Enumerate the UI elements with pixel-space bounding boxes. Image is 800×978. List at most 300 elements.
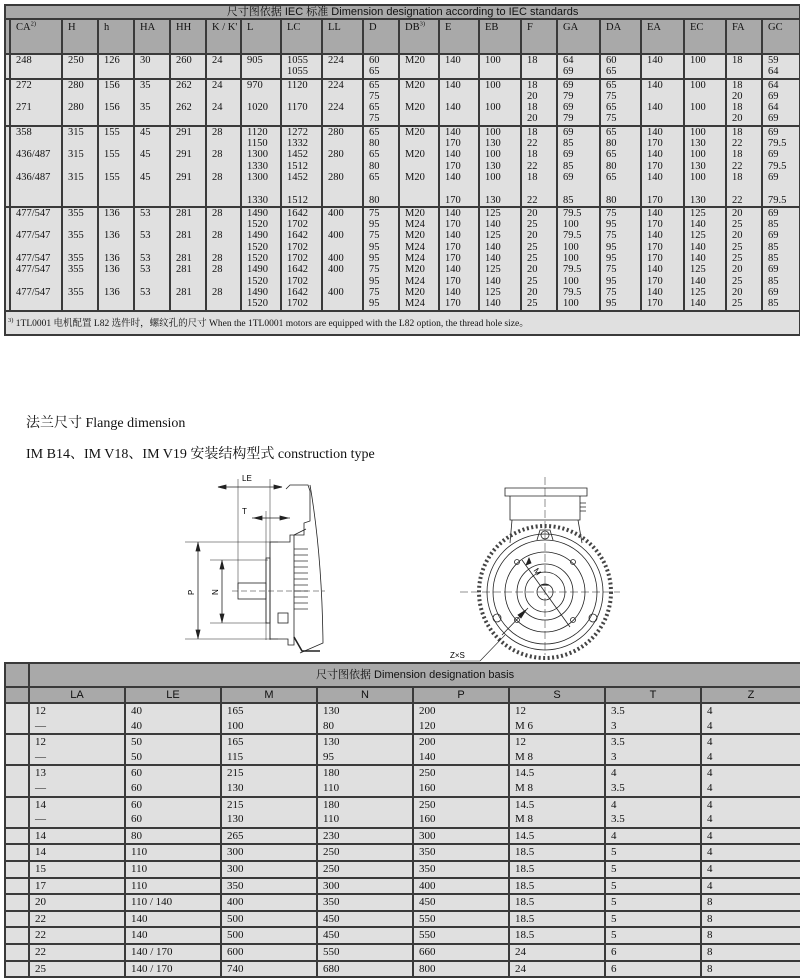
cell-value: 250 xyxy=(323,846,340,859)
table-cell xyxy=(413,927,509,944)
table-cell xyxy=(317,844,413,861)
table-cell xyxy=(29,703,125,734)
table-cell xyxy=(281,79,322,126)
table-cell xyxy=(29,828,125,845)
cell-value: 155 xyxy=(104,149,120,161)
cell-value: 22 xyxy=(527,194,538,206)
cell-value: 1702 xyxy=(287,275,308,287)
cell-value: 18.5 xyxy=(515,912,535,925)
cell-value: M20 xyxy=(405,171,425,183)
cell-value: M24 xyxy=(405,219,425,231)
table-cell xyxy=(125,878,221,895)
row-stub xyxy=(5,734,29,765)
column-label: EA xyxy=(647,22,661,33)
cell-value xyxy=(212,195,240,206)
cell-value: 80 xyxy=(369,138,380,150)
cell-value: 1702 xyxy=(287,298,308,310)
cell-value: 1702 xyxy=(287,241,308,253)
cell-value: 136 xyxy=(104,207,120,219)
label-zs: Z×S xyxy=(450,651,465,660)
cell-value: 60 xyxy=(131,767,142,780)
cell-value: 1272 xyxy=(287,126,308,138)
column-label: F xyxy=(527,22,533,33)
cell-value: 140 xyxy=(690,219,706,231)
table-cell xyxy=(29,797,125,828)
cell-value: 79.5 xyxy=(563,286,582,298)
cell-value: 100 xyxy=(485,171,501,183)
table-cell xyxy=(206,126,241,207)
cell-value: 170 xyxy=(647,253,663,265)
cell-value: 18 xyxy=(732,171,743,183)
cell-value: 79.5 xyxy=(563,230,582,242)
cell-value: 20 xyxy=(527,286,538,298)
cell-value: 125 xyxy=(485,230,501,242)
cell-value: 75 xyxy=(606,286,617,298)
section-heading-construction: IM B14、IM V18、IM V19 安装结构型式 construction type xyxy=(26,447,375,462)
cell-value: 25 xyxy=(732,253,743,265)
cell-value: 1120 xyxy=(287,79,308,91)
cell-value: 500 xyxy=(227,912,244,925)
table-cell xyxy=(605,765,701,796)
cell-value: 160 xyxy=(419,813,436,826)
cell-value: 3 xyxy=(611,719,617,732)
cell-value xyxy=(16,242,61,253)
cell-value: 100 xyxy=(485,102,501,114)
cell-value: 85 xyxy=(768,253,779,265)
cell-value: 300 xyxy=(323,879,340,892)
cell-value: 12 xyxy=(515,705,526,717)
cell-value: 65 xyxy=(606,149,617,161)
cell-value xyxy=(104,183,133,194)
cell-value: 355 xyxy=(68,253,84,265)
cell-value: 80 xyxy=(323,719,334,732)
table-cell xyxy=(726,54,762,79)
cell-value: 25 xyxy=(527,219,538,231)
table-cell xyxy=(29,734,125,765)
cell-value: 22 xyxy=(35,929,46,942)
cell-value: 80 xyxy=(369,194,380,206)
cell-value xyxy=(140,161,169,172)
table-cell xyxy=(413,765,509,796)
cell-value: 79.5 xyxy=(563,207,582,219)
table-cell xyxy=(322,79,363,126)
cell-value xyxy=(16,276,61,287)
cell-value xyxy=(485,91,520,102)
cell-value: 28 xyxy=(212,149,223,161)
cell-value xyxy=(212,113,240,124)
cell-value: 115 xyxy=(227,750,244,763)
cell-value: 95 xyxy=(323,750,334,763)
cell-value: 12 xyxy=(515,736,526,749)
table-cell xyxy=(641,126,684,207)
cell-value: 75 xyxy=(606,90,617,102)
cell-value xyxy=(212,161,240,172)
cell-value: 130 xyxy=(323,736,340,749)
cell-value: 18 xyxy=(527,126,538,138)
table-cell xyxy=(413,861,509,878)
cell-value: 156 xyxy=(104,79,120,91)
table-cell xyxy=(605,894,701,911)
column-header: M xyxy=(221,687,317,703)
cell-value: 1452 xyxy=(287,171,308,183)
row-stub xyxy=(5,765,29,796)
cell-value xyxy=(104,276,133,287)
cell-value xyxy=(212,138,240,149)
cell-value: 140 xyxy=(485,253,501,265)
cell-value: 79.5 xyxy=(768,194,787,206)
cell-value: 18 xyxy=(527,102,538,114)
cell-value: 65 xyxy=(369,171,380,183)
table-cell xyxy=(701,927,800,944)
table-cell xyxy=(221,703,317,734)
cell-value: 25 xyxy=(527,241,538,253)
column-header: S xyxy=(509,687,605,703)
column-header xyxy=(281,19,322,54)
cell-value xyxy=(176,195,205,206)
cell-value: 53 xyxy=(140,286,151,298)
cell-value: M 6 xyxy=(515,719,534,732)
cell-value xyxy=(647,183,683,194)
cell-value: 156 xyxy=(104,102,120,114)
cell-value: 180 xyxy=(323,767,340,780)
cell-value: 4 xyxy=(707,750,713,763)
table-cell xyxy=(701,734,800,765)
cell-value xyxy=(212,276,240,287)
column-footnote-mark: 2) xyxy=(30,20,37,28)
cell-value: 35 xyxy=(140,79,151,91)
cell-value: 85 xyxy=(563,194,574,206)
cell-value: 170 xyxy=(647,160,663,172)
cell-value: 125 xyxy=(690,286,706,298)
cell-value: 110 xyxy=(323,813,340,826)
cell-value: 24 xyxy=(212,102,223,114)
cell-value: 136 xyxy=(104,286,120,298)
cell-value xyxy=(563,183,599,194)
cell-value: 69 xyxy=(563,126,574,138)
cell-value: 95 xyxy=(606,253,617,265)
cell-value: 170 xyxy=(445,253,461,265)
cell-value: 170 xyxy=(647,275,663,287)
cell-value: 100 xyxy=(690,55,706,66)
cell-value: 22 xyxy=(732,138,743,150)
table-cell xyxy=(241,126,281,207)
table-cell xyxy=(479,126,521,207)
cell-value xyxy=(176,219,205,230)
cell-value: M20 xyxy=(405,149,425,161)
table-cell xyxy=(701,878,800,895)
cell-value: 281 xyxy=(176,286,192,298)
table-cell xyxy=(600,54,641,79)
row-stub xyxy=(5,878,29,895)
cell-value: 180 xyxy=(323,798,340,811)
cell-value: 80 xyxy=(606,194,617,206)
cell-value: 80 xyxy=(606,138,617,150)
cell-value: 170 xyxy=(445,241,461,253)
cell-value: 130 xyxy=(323,705,340,717)
table-cell xyxy=(605,797,701,828)
cell-value: 355 xyxy=(68,286,84,298)
cell-value: — xyxy=(35,719,46,732)
cell-value xyxy=(176,161,205,172)
cell-value: 95 xyxy=(369,275,380,287)
cell-value xyxy=(328,138,362,149)
table-cell xyxy=(281,126,322,207)
cell-value: 69 xyxy=(768,264,779,276)
table-cell xyxy=(399,207,439,311)
cell-value: 5 xyxy=(611,929,617,942)
cell-value xyxy=(104,219,133,230)
cell-value: 250 xyxy=(419,798,436,811)
cell-value xyxy=(140,298,169,309)
cell-value: 110 xyxy=(131,846,148,859)
cell-value: 215 xyxy=(227,798,244,811)
cell-value: 100 xyxy=(563,253,579,265)
table-cell xyxy=(317,828,413,845)
cell-value: 75 xyxy=(606,230,617,242)
cell-value xyxy=(328,183,362,194)
cell-value: 140 xyxy=(647,126,663,138)
cell-value xyxy=(690,183,725,194)
row-stub xyxy=(5,911,29,928)
cell-value xyxy=(16,298,61,309)
cell-value: 20 xyxy=(732,113,743,125)
cell-value xyxy=(104,138,133,149)
table-cell xyxy=(479,207,521,311)
cell-value xyxy=(445,113,478,124)
column-header xyxy=(641,19,684,54)
column-header xyxy=(363,19,399,54)
table-cell xyxy=(221,797,317,828)
cell-value xyxy=(405,91,438,102)
cell-value: 18.5 xyxy=(515,929,535,942)
cell-value: 25 xyxy=(732,241,743,253)
cell-value xyxy=(68,91,97,102)
table-cell xyxy=(701,861,800,878)
table-cell xyxy=(125,961,221,978)
cell-value: 25 xyxy=(527,298,538,310)
column-header xyxy=(206,19,241,54)
cell-value: 69 xyxy=(768,90,779,102)
table-cell xyxy=(317,861,413,878)
cell-value: 300 xyxy=(227,846,244,859)
cell-value: 110 / 140 xyxy=(131,896,173,909)
cell-value: 95 xyxy=(369,219,380,231)
table-cell xyxy=(241,207,281,311)
table-row-group xyxy=(5,207,800,311)
cell-value: 100 xyxy=(485,79,501,91)
cell-value: 12 xyxy=(35,705,46,717)
cell-value: 1642 xyxy=(287,230,308,242)
column-label: EB xyxy=(485,22,499,33)
cell-value: 130 xyxy=(690,160,706,172)
table-cell xyxy=(641,79,684,126)
cell-value: 140 xyxy=(445,149,461,161)
column-label: H xyxy=(68,22,76,33)
table-cell xyxy=(29,894,125,911)
cell-value: 265 xyxy=(227,829,244,842)
cell-value: 140 xyxy=(690,241,706,253)
cell-value: 100 xyxy=(485,55,501,66)
cell-value xyxy=(176,113,205,124)
cell-value: 165 xyxy=(227,705,244,717)
cell-value xyxy=(212,91,240,102)
table-cell xyxy=(317,961,413,978)
front-view-drawing xyxy=(430,465,630,665)
table-cell xyxy=(134,79,170,126)
column-header: LA xyxy=(29,687,125,703)
cell-value: 100 xyxy=(563,275,579,287)
table-cell xyxy=(521,79,557,126)
table-cell xyxy=(413,797,509,828)
cell-value: 53 xyxy=(140,253,151,265)
cell-value: 18.5 xyxy=(515,846,535,859)
cell-value xyxy=(287,113,321,124)
column-header xyxy=(521,19,557,54)
table-cell xyxy=(125,911,221,928)
cell-value: 130 xyxy=(485,194,501,206)
cell-value xyxy=(16,113,61,124)
table-cell xyxy=(317,944,413,961)
cell-value xyxy=(690,113,725,124)
cell-value: 85 xyxy=(768,275,779,287)
table-cell xyxy=(221,734,317,765)
table-cell xyxy=(509,961,605,978)
table-cell xyxy=(206,207,241,311)
column-header: P xyxy=(413,687,509,703)
cell-value xyxy=(140,195,169,206)
le-arrow-right xyxy=(274,485,282,489)
cell-value: 75 xyxy=(369,113,380,125)
table-cell xyxy=(605,961,701,978)
cell-value: 140 xyxy=(485,298,501,310)
cell-value: 136 xyxy=(104,264,120,276)
table-cell xyxy=(509,734,605,765)
table-cell xyxy=(521,207,557,311)
cell-value: 355 xyxy=(68,264,84,276)
cell-value: 60 xyxy=(131,781,142,794)
cell-value: 20 xyxy=(527,230,538,242)
cell-value: 136 xyxy=(104,253,120,265)
table-cell xyxy=(62,126,98,207)
column-footnote-mark: 3) xyxy=(419,20,426,28)
column-header xyxy=(322,19,363,54)
table-row-group xyxy=(5,765,800,796)
cell-value: 17 xyxy=(35,879,46,892)
cell-value: 14 xyxy=(35,829,46,842)
cell-value xyxy=(212,298,240,309)
table-cell xyxy=(241,54,281,79)
cell-value: 30 xyxy=(140,55,151,66)
table-cell xyxy=(10,207,62,311)
cell-value: 125 xyxy=(690,230,706,242)
cell-value: 1702 xyxy=(287,219,308,231)
cell-value: 4 xyxy=(707,879,713,892)
cell-value: 280 xyxy=(68,79,84,91)
cell-value xyxy=(104,298,133,309)
cell-value: 79.5 xyxy=(768,160,787,172)
cell-value xyxy=(405,161,438,172)
cell-value: 65 xyxy=(369,149,380,161)
table-cell xyxy=(600,126,641,207)
cell-value xyxy=(68,276,97,287)
cell-value: 69 xyxy=(768,207,779,219)
cell-value: 155 xyxy=(104,126,120,138)
cell-value xyxy=(68,113,97,124)
cell-value: 281 xyxy=(176,264,192,276)
cell-value: 28 xyxy=(212,264,223,276)
cell-value xyxy=(606,183,640,194)
cell-value: 50 xyxy=(131,736,142,749)
column-label: HA xyxy=(140,22,156,33)
cell-value: 140 xyxy=(445,171,461,183)
cell-value xyxy=(328,161,362,172)
table-cell xyxy=(317,765,413,796)
cell-value: 140 xyxy=(647,149,663,161)
column-header xyxy=(98,19,134,54)
cell-value: 140 xyxy=(445,264,461,276)
column-label: LC xyxy=(287,22,301,33)
cell-value: 60 xyxy=(369,55,380,66)
cell-value: 69 xyxy=(563,171,574,183)
cell-value xyxy=(405,183,438,194)
table-cell xyxy=(170,207,206,311)
cell-value: 1490 xyxy=(247,207,268,219)
cell-value: 1490 xyxy=(247,286,268,298)
cell-value: 60 xyxy=(606,55,617,66)
cell-value: 400 xyxy=(328,286,344,298)
table-cell xyxy=(439,207,479,311)
column-header xyxy=(134,19,170,54)
table-cell xyxy=(701,828,800,845)
cell-value xyxy=(328,195,362,206)
table-cell xyxy=(509,878,605,895)
cell-value: 18.5 xyxy=(515,896,535,909)
table-cell xyxy=(125,844,221,861)
table-row-group xyxy=(5,927,800,944)
cell-value: 140 xyxy=(445,102,461,114)
table-cell xyxy=(762,79,800,126)
cell-value xyxy=(369,183,398,194)
cell-value: 600 xyxy=(227,945,244,958)
column-label: D xyxy=(369,22,377,33)
row-stub xyxy=(5,961,29,978)
table-cell xyxy=(221,927,317,944)
cell-value: 75 xyxy=(606,207,617,219)
cell-value: M 8 xyxy=(515,813,534,826)
cell-value: 80 xyxy=(606,160,617,172)
table-cell xyxy=(557,79,600,126)
table-cell xyxy=(479,79,521,126)
cell-value: 4 xyxy=(611,798,617,811)
label-t: T xyxy=(242,507,247,516)
column-header: LE xyxy=(125,687,221,703)
cell-value: 69 xyxy=(768,126,779,138)
cell-value: 18 xyxy=(732,55,743,66)
cell-value xyxy=(16,138,61,149)
cell-value: — xyxy=(35,813,46,826)
cell-value: M24 xyxy=(405,298,425,310)
cell-value: 100 xyxy=(690,79,706,91)
cell-value: 25 xyxy=(732,298,743,310)
cell-value: 1150 xyxy=(247,138,268,150)
cell-value: 20 xyxy=(35,896,46,909)
cell-value: 170 xyxy=(445,138,461,150)
cell-value: 28 xyxy=(212,286,223,298)
table-cell xyxy=(439,126,479,207)
cell-value: M20 xyxy=(405,102,425,114)
cell-value: 140 xyxy=(647,55,663,66)
cell-value: 1120 xyxy=(247,126,268,138)
